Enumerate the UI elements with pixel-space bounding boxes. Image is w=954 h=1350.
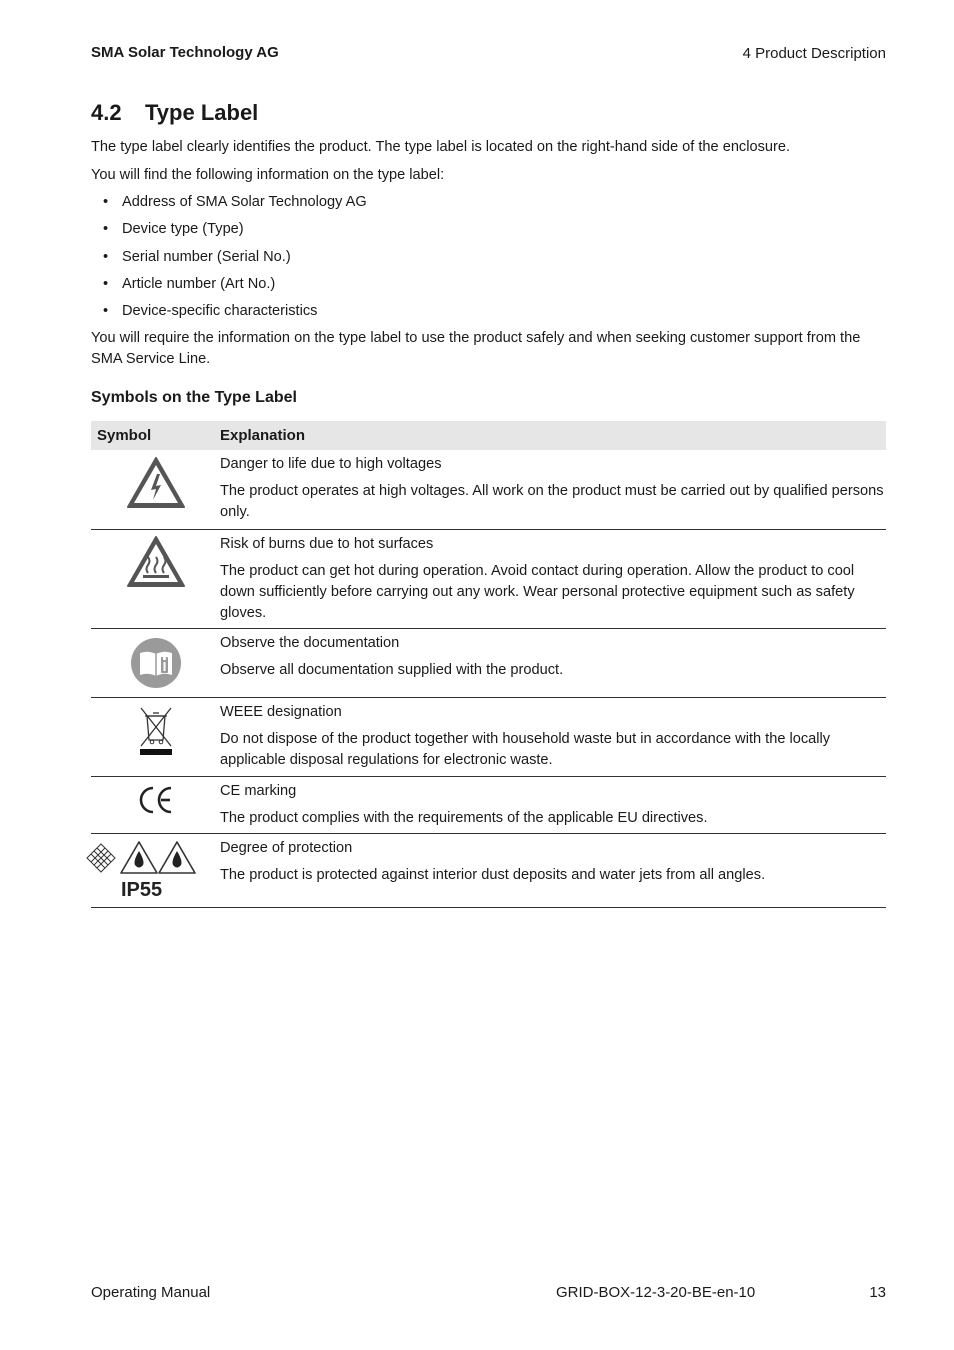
list-item: • Address of SMA Solar Technology AG	[91, 192, 367, 219]
list-item: • Device-specific characteristics	[91, 301, 367, 328]
list-intro-paragraph: You will find the following information on the type label:	[91, 167, 445, 183]
row-title: Danger to life due to high voltages	[220, 456, 442, 472]
footer-manual-type: Operating Manual	[91, 1284, 211, 1301]
list-item: • Serial number (Serial No.)	[91, 247, 367, 274]
row-title: Risk of burns due to hot surfaces	[220, 535, 434, 552]
row-text: The product operates at high voltages. All work on the product must be carried out by qualified persons only.	[220, 483, 884, 520]
table-row	[91, 697, 886, 776]
table-row	[91, 776, 886, 833]
section-title	[91, 100, 258, 126]
symbols-heading: Symbols on the Type Label	[91, 389, 297, 406]
row-text: The product is protected against interior dust deposits and water jets from all angles.	[220, 866, 766, 883]
row-text: The product complies with the requirements of the applicable EU directives.	[220, 809, 708, 826]
ip55-icon	[85, 840, 197, 904]
weee-bin-icon	[138, 704, 174, 756]
section-number: 4.2	[91, 100, 122, 125]
table-row	[91, 628, 886, 697]
column-header-explanation: Explanation	[220, 421, 886, 450]
table-row	[91, 833, 886, 907]
list-item: • Device type (Type)	[91, 219, 367, 246]
column-header-symbol: Symbol	[91, 421, 220, 450]
section-title-text: Type Label	[145, 100, 259, 125]
high-voltage-warning-icon	[126, 456, 186, 510]
row-title: CE marking	[220, 782, 297, 799]
row-text: Observe all documentation supplied with the product.	[220, 661, 564, 678]
row-title: Degree of protection	[220, 839, 353, 856]
row-title: WEEE designation	[220, 703, 342, 720]
hot-surface-warning-icon	[126, 535, 186, 589]
ce-marking-icon	[136, 785, 176, 815]
table-row	[91, 529, 886, 628]
footer-page-number: 13	[869, 1284, 886, 1301]
intro-paragraph: The type label clearly identifies the product. The type label is located on the right-hand side of the enclosure.	[91, 139, 791, 155]
symbols-table	[91, 421, 886, 908]
table-row	[91, 450, 886, 529]
header-company: SMA Solar Technology AG	[91, 44, 279, 61]
require-paragraph: You will require the information on the type label to use the product safely and when seeking customer support from the SMA Service Line.	[91, 330, 861, 367]
row-title: Observe the documentation	[220, 634, 400, 651]
header-chapter: 4 Product Description	[742, 45, 886, 62]
observe-documentation-icon	[130, 637, 182, 689]
document-page	[91, 0, 886, 1350]
table-header-row	[91, 421, 886, 450]
row-text: The product can get hot during operation. Avoid contact during operation. Allow the product to cool down sufficiently before carrying out any work. Wear personal protective equipment such as safety gloves.	[220, 562, 855, 621]
list-item: • Article number (Art No.)	[91, 274, 367, 301]
footer-doc-id: GRID-BOX-12-3-20-BE-en-10	[556, 1284, 756, 1301]
row-text: Do not dispose of the product together with household waste but in accordance with the locally applicable disposal regulations for electronic waste.	[220, 730, 831, 768]
info-list	[91, 192, 367, 328]
ip55-label: IP55	[121, 878, 163, 901]
